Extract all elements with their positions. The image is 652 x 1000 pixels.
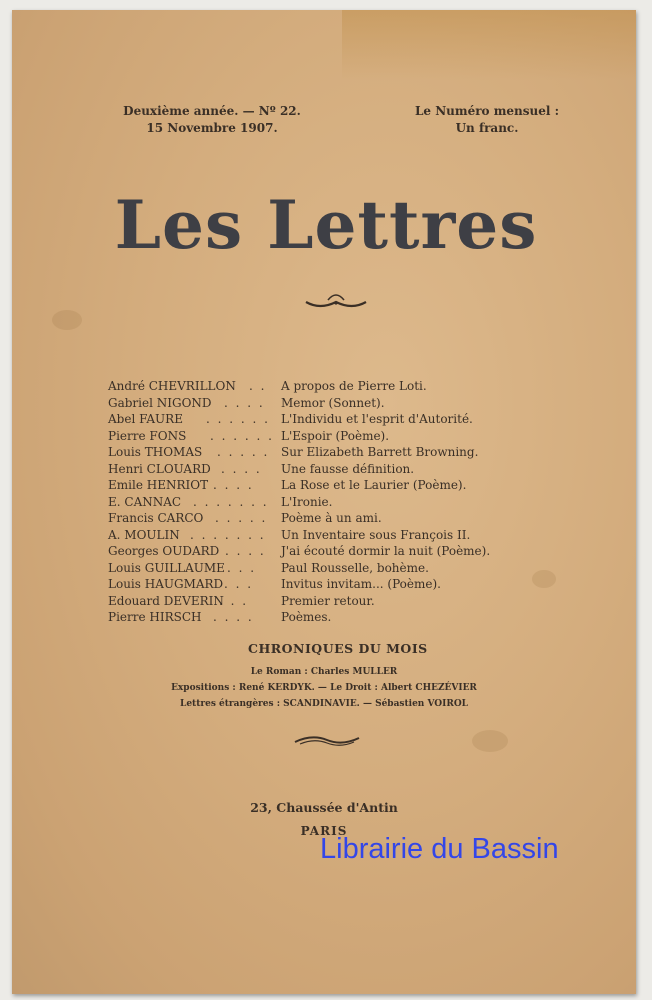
toc-entry	[108, 477, 528, 494]
toc-entry	[108, 543, 528, 560]
issue-info	[112, 103, 312, 137]
toc-work-title: Invitus invitam... (Poème).	[281, 577, 441, 591]
toc-author: Francis CARCO	[108, 511, 204, 525]
toc-leader-dots: . . . .	[213, 478, 254, 492]
toc-entry	[108, 395, 528, 412]
toc-work-title: La Rose et le Laurier (Poème).	[281, 478, 467, 492]
toc-entry	[108, 560, 528, 577]
table-of-contents	[108, 378, 528, 626]
toc-leader-dots: . . . . .	[215, 511, 268, 525]
toc-author: Gabriel NIGOND	[108, 395, 212, 410]
toc-work-title: Paul Rousselle, bohème.	[281, 560, 429, 575]
top-ornament-icon	[302, 290, 370, 310]
price-line-1: Le Numéro mensuel :	[414, 104, 560, 118]
toc-author: Georges OUDARD	[108, 544, 220, 558]
toc-author: Pierre FONS	[108, 428, 187, 443]
toc-leader-dots: . . . .	[213, 610, 254, 624]
toc-entry	[108, 494, 528, 511]
paper-spot	[52, 310, 82, 330]
chroniques-line-expositions: Expositions : René KERDYK. — Le Droit : Albert CHEZÉVIER	[171, 683, 477, 693]
toc-author: Louis GUILLAUME	[108, 560, 225, 575]
toc-entry	[108, 461, 528, 478]
toc-work-title: A propos de Pierre Loti.	[281, 379, 427, 393]
toc-entry	[108, 444, 528, 461]
toc-author: Pierre HIRSCH	[108, 610, 202, 624]
price-info	[407, 103, 567, 137]
toc-work-title: Poèmes.	[281, 610, 332, 624]
magazine-title: Les Lettres	[114, 186, 538, 264]
bottom-ornament-icon	[292, 732, 362, 748]
toc-leader-dots: . . . .	[224, 395, 265, 410]
toc-entry	[108, 428, 528, 445]
toc-leader-dots: . . .	[219, 593, 249, 608]
toc-entry	[108, 510, 528, 527]
toc-leader-dots: . . . . . .	[206, 412, 270, 426]
toc-leader-dots: . . . . . .	[210, 428, 274, 443]
paper-spot	[532, 570, 556, 588]
bookseller-watermark: Librairie du Bassin	[320, 833, 559, 865]
toc-work-title: Memor (Sonnet).	[281, 395, 385, 410]
toc-leader-dots: . . .	[224, 577, 254, 591]
toc-entry	[108, 378, 528, 395]
toc-author: Louis THOMAS	[108, 445, 203, 459]
toc-entry	[108, 593, 528, 610]
toc-author: Abel FAURE	[108, 412, 183, 426]
toc-entry	[108, 576, 528, 593]
toc-leader-dots: . . . . .	[217, 445, 270, 459]
toc-work-title: Poème à un ami.	[281, 511, 382, 525]
publisher-city: PARIS	[300, 824, 348, 838]
issue-line: Deuxième année. — Nº 22.	[123, 104, 301, 118]
toc-work-title: L'Ironie.	[281, 494, 333, 509]
toc-author: Louis HAUGMARD	[108, 577, 224, 591]
toc-author: André CHEVRILLON	[108, 379, 236, 393]
toc-author: A. MOULIN	[108, 527, 180, 542]
chroniques-line-lettres: Lettres étrangères : SCANDINAVIE. — Sébastien VOIROL	[180, 699, 468, 709]
toc-author: Henri CLOUARD	[108, 461, 211, 476]
toc-work-title: L'Individu et l'esprit d'Autorité.	[281, 412, 473, 426]
toc-work-title: Sur Elizabeth Barrett Browning.	[281, 445, 479, 459]
publisher-address: 23, Chaussée d'Antin	[250, 800, 398, 815]
toc-work-title: Premier retour.	[281, 593, 375, 608]
toc-leader-dots: . .	[249, 379, 267, 393]
chroniques-line-roman: Le Roman : Charles MULLER	[250, 667, 398, 677]
paper-spot	[472, 730, 508, 752]
chroniques-title: CHRONIQUES DU MOIS	[248, 641, 428, 656]
toc-work-title: Une fausse définition.	[281, 461, 415, 476]
toc-entry	[108, 411, 528, 428]
toc-work-title: L'Espoir (Poème).	[281, 428, 390, 443]
toc-entry	[108, 527, 528, 544]
toc-work-title: Un Inventaire sous François II.	[281, 527, 471, 542]
paper-stain	[342, 10, 636, 80]
toc-author: E. CANNAC	[108, 494, 182, 509]
price-line-2: Un franc.	[455, 121, 519, 135]
toc-leader-dots: . . . .	[225, 544, 266, 558]
toc-author: Emile HENRIOT	[108, 478, 209, 492]
toc-author: Edouard DEVERIN	[108, 593, 224, 608]
toc-leader-dots: . . . .	[221, 461, 262, 476]
toc-leader-dots: . . .	[227, 560, 257, 575]
date-line: 15 Novembre 1907.	[146, 121, 278, 135]
toc-leader-dots: . . . . . . .	[190, 527, 266, 542]
toc-work-title: J'ai écouté dormir la nuit (Poème).	[281, 544, 491, 558]
toc-entry	[108, 609, 528, 626]
toc-leader-dots: . . . . . . .	[193, 494, 269, 509]
